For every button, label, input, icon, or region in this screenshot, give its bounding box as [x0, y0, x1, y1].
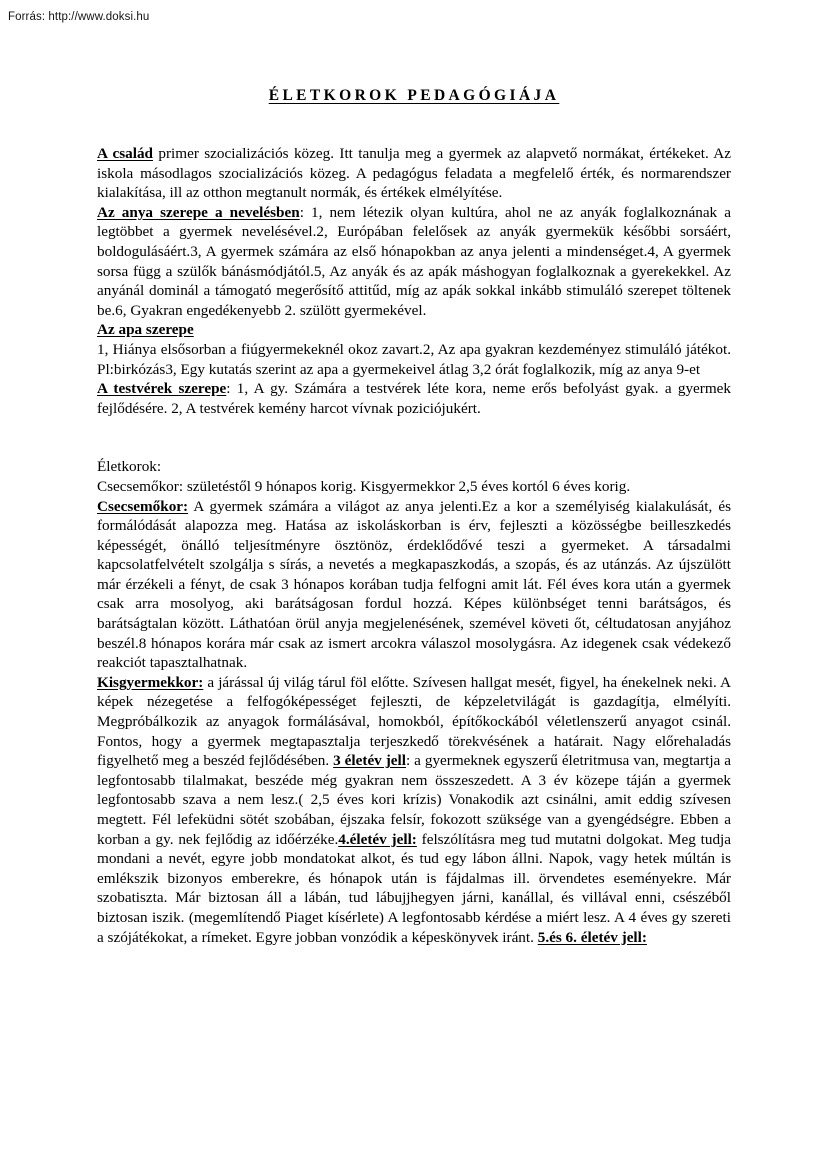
heading-father-role [97, 320, 731, 340]
lead-in-toddlerhood: Kisgyermekkor: [97, 673, 204, 691]
paragraph-infancy [97, 497, 731, 673]
paragraph-infancy-text: A gyermek számára a világot az anya jelenti.Ez a kor a személyiség kialakulását, és formálódását alapozza meg. Hatása az iskoláskorban is érv, fejleszti a közösségbe beilleszkedés képességét, önálló teljesítményre ösztönöz, érdeklődővé teszi a gyermeket. A társadalmi kapcsolatfelvételt szolgálja s sírás, a nevetés a megkapaszkodás, a szopás, és az utánzás. Az újszülött már érzékeli a fényt, de csak 3 hónapos korában tudja felfogni amit lát. Fél éves kora után a gyermek csak arra mosolyog, aki barátságosan fordul hozzá. Képes különbséget tenni barátságos, és barátságtalan között. Láthatóan örül anyja megjelenésének, szemével követi őt, céltudatosan anyjához beszél.8 hónapos korára már csak az ismert arcokra válaszol mosolygásra. Az idegenek csak védekező reakciót tapasztalhatnak. [97, 497, 731, 672]
paragraph-siblings-role [97, 379, 731, 418]
paragraph-family-text: primer szocializációs közeg. Itt tanulja meg a gyermek az alapvető normákat, értékeket. Az iskola másodlagos szocializációs közeg. A pedagógus feladata a megfelelő érték, és normarendszer kialakítása, ill az otthon megtanult normák, és értékek elmélyítése. [97, 145, 731, 202]
lead-in-mother-role: Az anya szerepe a nevelésben [97, 203, 300, 221]
paragraph-siblings-role-text: : 1, A gy. Számára a testvérek léte kora, neme erős befolyást gyak. a gyermek fejlődésére. 2, A testvérek kemény harcot vívnak poziciójukért. [97, 380, 732, 417]
paragraph-toddlerhood-part2: : a gyermeknek egyszerű életritmusa van, megtartja a legfontosabb tilalmakat, beszéde még gyakran nem összeszedett. A 3 év közepe táján a gyermek legfontosabb szava a nem lesz.( 2,5 éves kori krízis) Vonakodik azt csinálni, amit eddig szívesen megtett. Fél lefeküdni sötét szobában, éjszaka felsír, fokozott szüksége van a gyengédségre. Ebben a korban a gy. nek fejlődig az időérzéke. [97, 752, 731, 848]
lead-in-father-role: Az apa szerepe [97, 321, 194, 339]
paragraph-toddlerhood-part3: felszólításra meg tud mutatni dolgokat. Meg tudja mondani a nevét, egyre jobb mondatokat alkot, és tud egy lábon állni. Napok, vagy hetek múltán is emlékszik bizonyos emberekre, és hónapok után is fájdalmas ill. örvendetes eseményekre. Már szobatiszta. Már biztosan áll a lábán, tud lábujjhegyen járni, kanállal, és villával enni, csészéből biztosan iszik. (megemlítendő Piaget kísérlete) A legfontosabb kérdése a miért lesz. A 4 éves gy szereti a szójátékokat, a rímeket. Egyre jobban vonzódik a képeskönyvek iránt. [97, 830, 731, 946]
paragraph-mother-role-text: : 1, nem létezik olyan kultúra, ahol ne az anyák foglalkoznának a legtöbbet a gyermek nevelésével.2, Európában felelősek az anyák gyermekük későbbi sorsáért, boldogulásáért.3, A gyermek számára az első hónapokban az anya jelenti a mindenséget.4, A gyermek sorsa függ a szülők bánásmódjától.5, Az anyák és az apák máshogyan foglalkoznak a gyerekekkel. Az anyánál dominál a támogató megerősítő attitűd, míg az apák sokkal inkább stimuláló szerepet töltenek be.6, Gyakran engedékenyebb 2. szülött gyermekével. [97, 203, 731, 319]
lead-in-year-four: 4.életév jell: [338, 830, 417, 848]
source-url-header: Forrás: http://www.doksi.hu [8, 11, 150, 23]
section-spacer [97, 418, 731, 457]
paragraph-family [97, 144, 731, 203]
lead-in-infancy: Csecsemőkor: [97, 497, 189, 515]
lead-in-siblings-role: A testvérek szerepe [97, 380, 227, 398]
ages-summary-line: Csecsemőkor: születéstől 9 hónapos korig. Kisgyermekkor 2,5 éves kortól 6 éves korig. [97, 477, 631, 495]
lead-in-year-five-six: 5.és 6. életév jell: [537, 928, 647, 946]
lead-in-family: A család [97, 145, 154, 162]
paragraph-father-role: 1, Hiánya elsősorban a fiúgyermekeknél okoz zavart.2, Az apa gyakran kezdeményez stimuláló játékot. Pl:birkózás3, Egy kutatás szerint az apa a gyermekeivel átlag 3,2 órát foglalkozik, míg az anya 9-et [97, 340, 731, 378]
document-body [97, 86, 731, 947]
heading-ages: Életkorok: [97, 458, 162, 476]
paragraph-toddlerhood-part1: a járással új világ tárul föl előtte. Szívesen hallgat mesét, figyel, ha énekelnek neki. A képek nézegetése a felfogóképességet fejleszti, de képzeletvilágát is gazdagítja, elmélyíti. Megpróbálkozik az anyagok formálásával, homokból, építőkockából véletlenszerű anyagot csinál. Fontos, hogy a gyermek megtapasztalja terjeszkedő törekvésének a határait. Nagy előrehaladás figyelhető meg a beszéd fejlődésében. [97, 673, 731, 770]
paragraph-mother-role [97, 203, 731, 321]
paragraph-toddlerhood [97, 673, 731, 947]
page-title: ÉLETKOROK PEDAGÓGIÁJA [268, 87, 560, 104]
lead-in-year-three: 3 életév jell [333, 752, 406, 770]
